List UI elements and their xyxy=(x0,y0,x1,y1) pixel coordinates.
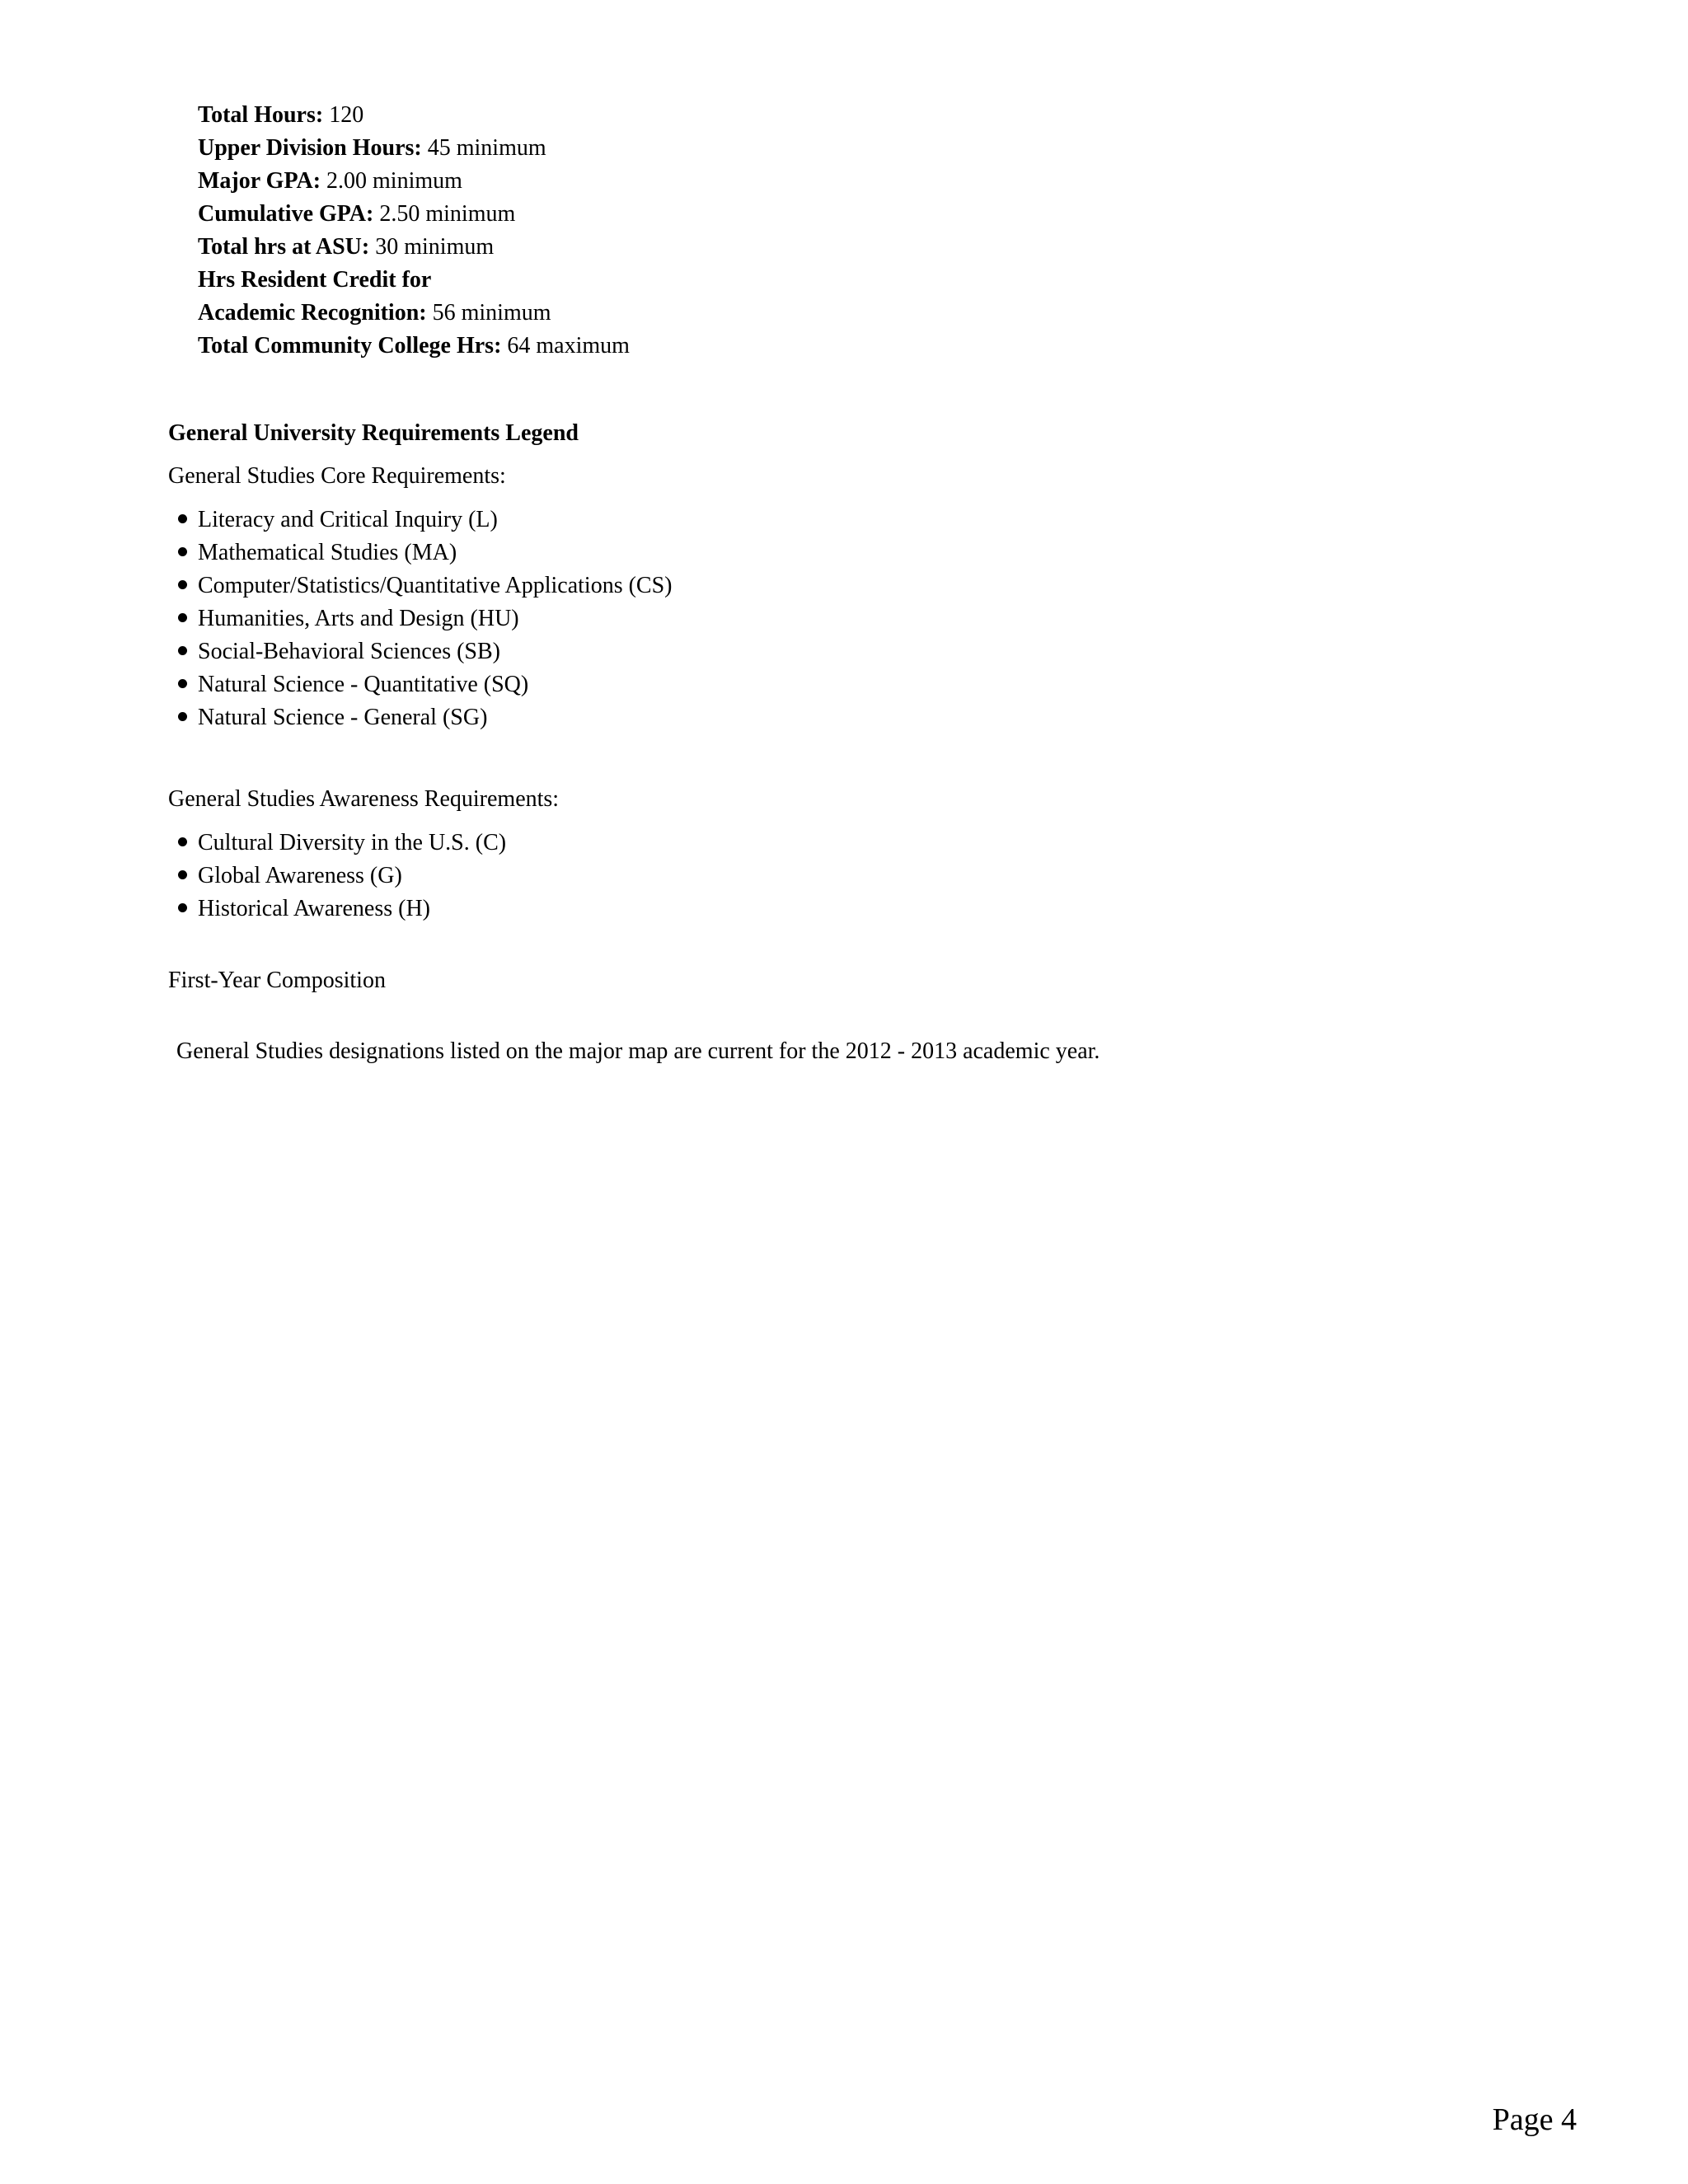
general-studies-note: General Studies designations listed on the major map are current for the 2012 - 2013 academic year. xyxy=(176,1038,1100,1064)
degree-requirements-summary xyxy=(198,99,630,363)
major-gpa-label: Major GPA: xyxy=(198,168,321,194)
bullet-icon xyxy=(178,613,187,622)
cumulative-gpa-label: Cumulative GPA: xyxy=(198,201,374,227)
total-hrs-at-asu-row xyxy=(198,231,630,264)
bullet-icon xyxy=(178,547,187,556)
total-hours-row xyxy=(198,99,630,132)
core-requirements-label: General Studies Core Requirements: xyxy=(168,463,506,489)
cumulative-gpa-row xyxy=(198,198,630,231)
bullet-icon xyxy=(178,870,187,879)
resident-credit-label-line2: Academic Recognition: xyxy=(198,300,427,326)
list-item xyxy=(176,537,673,569)
list-item-text: Cultural Diversity in the U.S. (C) xyxy=(198,830,507,855)
bullet-icon xyxy=(178,580,187,589)
community-college-hrs-label: Total Community College Hrs: xyxy=(198,333,502,359)
bullet-icon xyxy=(178,903,187,912)
total-hrs-at-asu-value: 30 minimum xyxy=(369,234,495,260)
bullet-icon xyxy=(178,514,187,523)
list-item xyxy=(176,701,673,734)
major-gpa-row xyxy=(198,165,630,198)
list-item xyxy=(176,504,673,537)
list-item-text: Social-Behavioral Sciences (SB) xyxy=(198,639,501,664)
bullet-icon xyxy=(178,646,187,655)
list-item xyxy=(176,860,506,893)
list-item xyxy=(176,569,673,602)
total-hours-label: Total Hours: xyxy=(198,102,324,128)
resident-credit-label-line1: Hrs Resident Credit for xyxy=(198,267,432,293)
major-gpa-value: 2.00 minimum xyxy=(321,168,462,194)
upper-division-hours-value: 45 minimum xyxy=(421,135,546,161)
resident-credit-row-line1 xyxy=(198,264,630,297)
list-item-text: Natural Science - General (SG) xyxy=(198,705,488,730)
first-year-composition-label: First-Year Composition xyxy=(168,968,386,993)
total-hrs-at-asu-label: Total hrs at ASU: xyxy=(198,234,370,260)
list-item-text: Natural Science - Quantitative (SQ) xyxy=(198,672,529,697)
page-number: Page 4 xyxy=(1492,2102,1577,2137)
list-item xyxy=(176,893,506,926)
legend-title: General University Requirements Legend xyxy=(168,420,579,446)
upper-division-hours-label: Upper Division Hours: xyxy=(198,135,422,161)
core-requirements-list xyxy=(176,504,673,734)
list-item xyxy=(176,635,673,668)
list-item-text: Mathematical Studies (MA) xyxy=(198,540,457,565)
list-item-text: Global Awareness (G) xyxy=(198,863,402,888)
bullet-icon xyxy=(178,712,187,721)
list-item xyxy=(176,602,673,635)
list-item xyxy=(176,827,506,860)
list-item-text: Literacy and Critical Inquiry (L) xyxy=(198,507,498,532)
cumulative-gpa-value: 2.50 minimum xyxy=(373,201,516,227)
list-item-text: Historical Awareness (H) xyxy=(198,896,431,921)
bullet-icon xyxy=(178,679,187,688)
awareness-requirements-list xyxy=(176,827,506,926)
resident-credit-value: 56 minimum xyxy=(426,300,551,326)
bullet-icon xyxy=(178,837,187,846)
total-hours-value: 120 xyxy=(323,102,364,128)
upper-division-hours-row xyxy=(198,132,630,165)
community-college-hrs-row xyxy=(198,330,630,363)
awareness-requirements-label: General Studies Awareness Requirements: xyxy=(168,786,560,812)
community-college-hrs-value: 64 maximum xyxy=(501,333,630,359)
list-item-text: Humanities, Arts and Design (HU) xyxy=(198,606,519,631)
list-item-text: Computer/Statistics/Quantitative Applications (CS) xyxy=(198,573,673,598)
resident-credit-row-line2 xyxy=(198,297,630,330)
list-item xyxy=(176,668,673,701)
